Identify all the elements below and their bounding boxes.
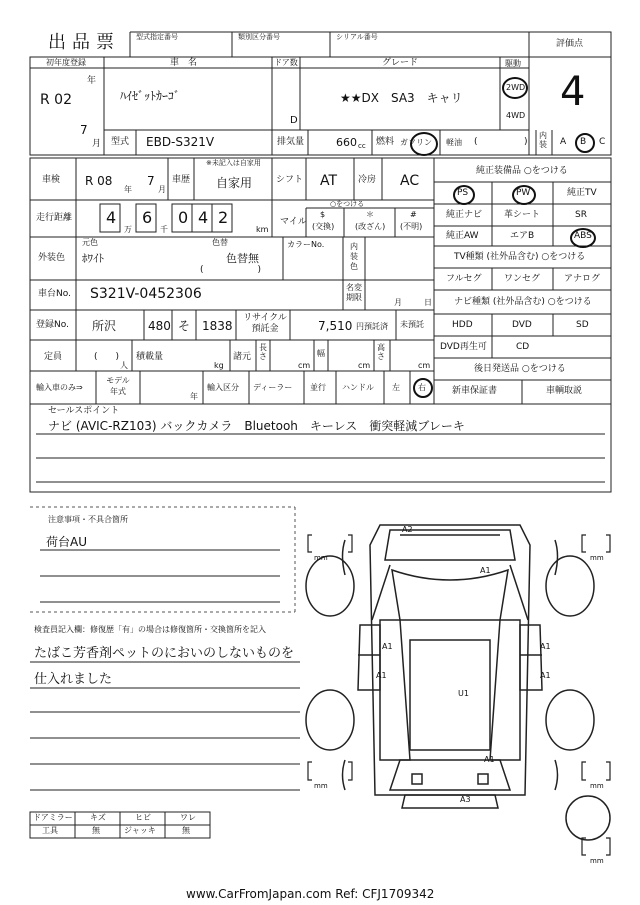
nav-title: ナビ種類 (社外品含む) ○をつける [454,297,592,307]
fuel-label: 燃料 [376,137,395,147]
damage-mark: A1 [376,671,387,680]
year-unit: 年 [87,76,97,86]
cd: CD [516,342,530,352]
mm-label: mm [590,782,604,790]
missing-value: ジャッキ [124,826,156,835]
interior-c: C [599,137,606,147]
recycle-label: リサイクル預託金 [243,313,287,334]
usage-value: 自家用 [216,176,253,190]
model-year-label: モデル年式 [106,376,130,396]
shift-label: シフト [276,175,304,185]
mileage-label: 走行距離 [36,213,73,223]
mm-label: mm [314,782,328,790]
model-code-label: 型式指定番号 [136,33,178,41]
colorno-label: カラーNo. [287,240,325,249]
missing-value: 工具 [42,826,58,835]
reg-number: 1838 [202,319,233,333]
mile-label: マイル [280,217,307,227]
missing-header: ワレ [180,813,196,822]
dims-label: 諸元 [233,352,252,362]
mileage-digit: 6 [142,208,153,227]
missing-value: 無 [92,826,100,835]
reg-kana: そ [178,319,191,333]
paren-left: ( [474,137,478,147]
first-reg-label: 初年度登録 [46,58,86,67]
missing-header: ヒビ [135,813,151,822]
equipment-title: 純正装備品 ○をつける [476,166,568,176]
damage-mark: A1 [480,566,491,575]
mile-tamper: (改ざん) [355,222,386,231]
inspection-label: 車検 [42,175,61,185]
mileage-digit: 0 [178,208,189,227]
inspection-year-unit: 年 [124,185,132,194]
damage-mark: A3 [460,795,471,804]
mile-unknown: (不明) [400,222,423,231]
rating-value: 4 [560,69,586,115]
wheels [306,556,610,840]
usage-label: 車歴 [172,175,191,185]
damage-mark: A1 [540,642,551,651]
missing-header: キズ [90,813,106,822]
height-unit: cm [418,361,431,370]
handle-right-circle [413,378,433,398]
after-manual: 車輌取説 [546,386,583,396]
height-label: 高さ [377,343,385,361]
repaint-value: 色替無 [226,252,259,265]
damage-mark: U1 [458,689,469,698]
footer-ref: www.CarFromJapan.com Ref: CFJ1709342 [186,887,435,901]
mm-label: mm [590,554,604,562]
equip-ps-circle [453,185,475,205]
missing-value: 無 [182,826,190,835]
nav-hdd: HDD [452,320,473,330]
inspector-line2: 仕入れました [34,672,113,687]
car-name: ﾊｲｾﾞｯﾄｶｰｺﾞ [120,89,181,103]
inspection-year: R 08 [85,174,113,188]
recycle-value: 7,510 [318,319,353,333]
interior-b-circle [575,133,595,153]
ac-value: AC [400,173,420,189]
equip-tv: 純正TV [567,188,597,198]
tv-oneseg: ワンセグ [504,274,541,284]
damage-mark: A2 [402,525,413,534]
equip-aw: 純正AW [446,231,479,241]
shift-value: AT [320,173,338,189]
equip-navi: 純正ナビ [446,210,483,220]
model-year-unit: 年 [190,392,198,401]
after-warranty: 新車保証書 [452,386,498,396]
length-unit: cm [298,361,311,370]
first-reg-year: R 02 [40,92,72,108]
rating-label: 評価点 [556,39,584,49]
equip-leather: 革シート [504,210,541,220]
form-title: 出品票 [48,32,120,53]
disp-unit: cc [358,142,366,150]
name-change-label: 名変期限 [346,283,362,302]
equip-pw: PW [516,188,531,198]
length-label: 長さ [259,343,267,361]
inspection-month-unit: 月 [158,185,166,194]
interior-color-label: 内装色 [350,242,358,271]
fuel-gasoline-circle [410,132,438,156]
tv-title: TV種類 (社外品含む) ○をつける [454,252,586,262]
mile-unknown-mark: # [410,210,417,219]
car-diagram-outline [343,525,558,808]
capacity-unit: 人 [120,361,128,370]
handle-right: 右 [418,383,426,392]
tv-full: フルセグ [446,274,482,284]
regno-label: 登録No. [36,320,69,330]
color-label: 外装色 [38,253,66,263]
mileage-digit: 2 [218,208,229,227]
damage-mark: A1 [484,755,495,764]
mm-label: mm [314,554,328,562]
mileage-circle-hint: ○をつける [330,200,365,208]
mileage-digit: 4 [198,208,209,227]
interior-b: B [580,137,587,147]
chassis-label: 車台No. [38,289,71,299]
orig-color-label: 元色 [82,238,98,247]
disp-label: 排気量 [277,137,305,147]
sales-label: セールスポイント [48,406,120,416]
equip-abs: ABS [574,231,592,241]
interior-a: A [560,137,567,147]
mile-swap-mark: $ [320,210,326,219]
usage-note: ※未記入は自家用 [206,159,261,167]
inspection-month: 7 [147,174,155,188]
sales-text: ナビ (AVIC-RZ103) バックカメラ Bluetooh キーレス 衝突軽減ブレーキ [48,419,465,433]
mile-tamper-mark: ＊ [366,210,374,219]
reg-class: 480 [148,319,171,333]
dvd-play: DVD再生可 [440,342,487,352]
drive-2wd-circle [502,77,528,99]
unit-man: 万 [124,225,132,234]
mile-swap: (交換) [312,222,335,231]
width-unit: cm [358,361,371,370]
load-label: 積載量 [136,352,164,362]
chassis-value: S321V-0452306 [90,286,202,302]
fuel-diesel: 軽油 [446,138,462,147]
orig-color: ﾎﾜｲﾄ [82,252,104,265]
drive-2wd: 2WD [506,83,526,92]
name-change-day: 日 [424,298,432,307]
capacity-paren: ( ) [94,352,120,362]
recycle-no: 未預託 [400,320,424,329]
equip-abs-circle [570,228,596,248]
mm-label: mm [590,857,604,865]
unit-sen: 千 [160,225,168,234]
repaint-paren: ( ) [200,265,262,275]
type-label: 型式 [111,137,130,147]
ac-label: 冷房 [358,175,377,185]
mileage-digit: 4 [106,208,117,227]
repaint-label: 色替 [212,238,228,247]
class-code-label: 類別区分番号 [238,33,280,41]
parallel: 並行 [310,383,326,392]
dealer: ディーラー [253,383,293,392]
reg-area: 所沢 [92,319,117,333]
nav-sd: SD [576,320,589,330]
handle-label: ハンドル [342,383,374,392]
drive-4wd: 4WD [506,111,526,120]
paren-right: ) [524,137,528,147]
damage-mark: A1 [540,671,551,680]
doors-value: D [290,115,298,126]
damage-mark: A1 [382,642,393,651]
grade-value: ★★DX SA3 キャリ [340,91,463,105]
capacity-label: 定員 [44,352,63,362]
tv-analog: アナログ [564,274,601,284]
type-value: EBD-S321V [146,135,215,149]
notes-label: 注意事項・不具合箇所 [48,515,128,524]
import-label: 輸入車のみ⇒ [36,383,83,392]
notes-text: 荷台AU [46,535,87,549]
equip-sr: SR [575,210,587,220]
first-reg-month: 7 [80,123,88,137]
car-name-label: 車 名 [170,58,198,68]
load-unit: kg [214,361,224,370]
missing-header: ドアミラー [33,813,73,822]
equip-pw-circle [512,185,536,205]
inspector-label: 検査員記入欄：修復歴「有」の場合は修復箇所・交換箇所を記入 [34,625,266,634]
grade-label: グレード [382,58,419,68]
inspector-line1: たばこ芳香剤ペットのにおいのしないものを [34,646,295,661]
nav-dvd: DVD [512,320,532,330]
after-title: 後日発送品 ○をつける [474,364,566,374]
recycle-unit: 円預託済 [356,322,388,331]
import-kind-label: 輸入区分 [207,383,239,392]
unit-km: km [256,225,269,234]
width-label: 幅 [317,349,325,358]
serial-label: シリアル番号 [336,33,378,41]
handle-left: 左 [392,383,400,392]
equip-ps: PS [457,188,469,198]
month-unit: 月 [92,139,102,149]
equip-airbag: エアB [510,231,535,241]
disp-value: 660 [336,136,357,149]
fuel-gasoline: ガソリン [400,138,432,147]
drive-label: 駆動 [505,59,521,68]
doors-label: ドア数 [274,58,298,67]
name-change-month: 月 [394,298,402,307]
interior-label: 内装 [539,131,547,149]
